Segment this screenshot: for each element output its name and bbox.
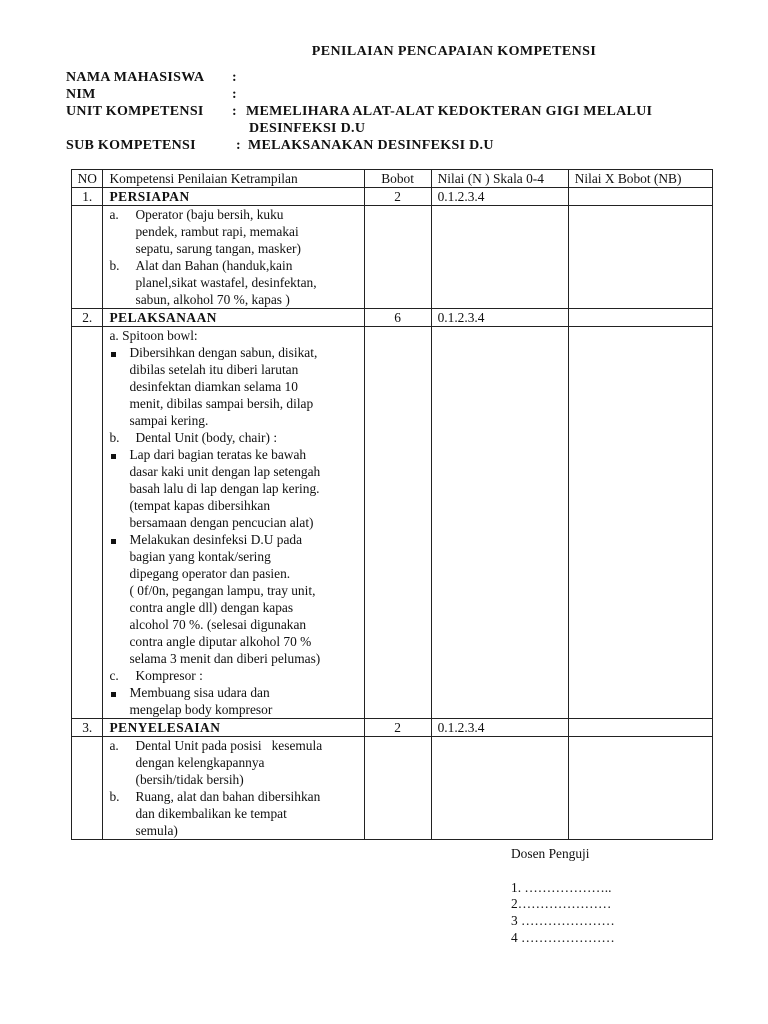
empty-nb-cell — [568, 737, 712, 840]
item-line: basah lalu di lap dengan lap kering. — [129, 481, 320, 496]
col-header-nilai: Nilai (N ) Skala 0-4 — [431, 170, 568, 188]
list-item — [109, 206, 363, 257]
empty-nilai-cell — [431, 206, 568, 309]
subheading-spitoon: a. Spitoon bowl: — [109, 328, 198, 343]
section-row-persiapan — [72, 188, 713, 206]
item-line: semula) — [135, 823, 178, 838]
bullet-item — [109, 446, 363, 531]
bullet-icon — [111, 454, 116, 459]
empty-no-cell — [72, 327, 103, 719]
item-marker: a. — [109, 207, 119, 222]
detail-items — [103, 327, 364, 719]
item-line: Melakukan desinfeksi D.U pada — [129, 532, 303, 547]
sub-kompetensi-row — [66, 138, 494, 154]
sub-kompetensi-label: SUB KOMPETENSI — [66, 138, 196, 153]
sub-colon: : — [236, 138, 241, 153]
item-marker: a. — [109, 738, 119, 753]
section-row-pelaksanaan — [72, 309, 713, 327]
item-line: alcohol 70 %. (selesai digunakan — [129, 617, 307, 632]
detail-row-persiapan — [72, 206, 713, 309]
empty-bobot-cell — [364, 327, 431, 719]
nama-mahasiswa-row — [66, 70, 237, 86]
empty-nb-cell — [568, 327, 712, 719]
empty-no-cell — [72, 737, 103, 840]
item-line: dipegang operator dan pasien. — [129, 566, 291, 581]
section-bobot: 2 — [364, 188, 431, 206]
subheading-dental-unit — [109, 429, 363, 446]
section-number: 1. — [72, 188, 103, 206]
subheading-kompresor — [109, 667, 363, 684]
col-header-no: NO — [72, 170, 103, 188]
item-line: Kompresor : — [135, 668, 203, 683]
empty-nilai-cell — [431, 737, 568, 840]
item-line: Lap dari bagian teratas ke bawah — [129, 447, 307, 462]
item-line: (bersih/tidak bersih) — [135, 772, 244, 787]
list-item — [109, 788, 363, 839]
item-line: mengelap body kompresor — [129, 702, 273, 717]
empty-bobot-cell — [364, 737, 431, 840]
section-row-penyelesaian — [72, 719, 713, 737]
col-header-kompetensi: Kompetensi Penilaian Ketrampilan — [103, 170, 364, 188]
col-header-bobot: Bobot — [364, 170, 431, 188]
section-skala: 0.1.2.3.4 — [431, 188, 568, 206]
item-line: sabun, alkohol 70 %, kapas ) — [135, 292, 290, 307]
item-line: Membuang sisa udara dan — [129, 685, 270, 700]
section-title: PENYELESAIAN — [103, 719, 364, 737]
sub-kompetensi-value: MELAKSANAKAN DESINFEKSI D.U — [248, 138, 494, 153]
bullet-item — [109, 344, 363, 429]
item-line: dengan kelengkapannya — [135, 755, 265, 770]
bullet-item — [109, 531, 363, 667]
section-title: PELAKSANAAN — [103, 309, 364, 327]
unit-kompetensi-row — [66, 104, 653, 120]
signature-line-4: 4 ………………… — [511, 930, 615, 945]
item-line: Dental Unit (body, chair) : — [135, 430, 278, 445]
dosen-penguji-title: Dosen Penguji — [511, 846, 590, 861]
signature-line-2: 2………………… — [511, 896, 612, 911]
item-line: bersamaan dengan pencucian alat) — [129, 515, 314, 530]
item-line: menit, dibilas sampai bersih, dilap — [129, 396, 314, 411]
bullet-item — [109, 684, 363, 718]
item-line: sampai kering. — [129, 413, 209, 428]
unit-colon: : — [232, 104, 237, 119]
item-line: desinfektan diamkan selama 10 — [129, 379, 298, 394]
section-bobot: 2 — [364, 719, 431, 737]
nama-mahasiswa-label: NAMA MAHASISWA — [66, 70, 205, 85]
item-line: contra angle diputar alkohol 70 % — [129, 634, 312, 649]
section-title: PERSIAPAN — [103, 188, 364, 206]
empty-nilai-cell — [431, 327, 568, 719]
item-line: Ruang, alat dan bahan dibersihkan — [135, 789, 321, 804]
item-line: bagian yang kontak/sering — [129, 549, 271, 564]
signature-line-3: 3 ………………… — [511, 913, 615, 928]
signature-line-1: 1. ……………….. — [511, 880, 612, 895]
unit-kompetensi-value-line2: DESINFEKSI D.U — [249, 121, 366, 136]
detail-row-pelaksanaan — [72, 327, 713, 719]
unit-kompetensi-value: MEMELIHARA ALAT-ALAT KEDOKTERAN GIGI MELALUI — [246, 104, 653, 119]
item-line: Dental Unit pada posisi kesemula — [135, 738, 323, 753]
competency-table — [71, 169, 713, 840]
detail-row-penyelesaian — [72, 737, 713, 840]
item-line: pendek, rambut rapi, memakai — [135, 224, 299, 239]
detail-items — [103, 737, 364, 840]
col-header-nilai-x-bobot: Nilai X Bobot (NB) — [568, 170, 712, 188]
item-line: contra angle dll) dengan kapas — [129, 600, 294, 615]
section-bobot: 6 — [364, 309, 431, 327]
nim-colon: : — [232, 87, 237, 102]
item-line: sepatu, sarung tangan, masker) — [135, 241, 301, 256]
bullet-icon — [111, 352, 116, 357]
list-item — [109, 737, 363, 788]
item-line: Operator (baju bersih, kuku — [135, 207, 284, 222]
section-nb-cell — [568, 188, 712, 206]
item-line: (tempat kapas dibersihkan — [129, 498, 271, 513]
nim-row — [66, 87, 237, 103]
item-line: ( 0f/0n, pegangan lampu, tray unit, — [129, 583, 316, 598]
section-number: 2. — [72, 309, 103, 327]
section-nb-cell — [568, 719, 712, 737]
item-line: dibilas setelah itu diberi larutan — [129, 362, 299, 377]
section-number: 3. — [72, 719, 103, 737]
item-marker: c. — [109, 668, 119, 683]
nama-colon: : — [232, 70, 237, 85]
item-line: dasar kaki unit dengan lap setengah — [129, 464, 321, 479]
bullet-icon — [111, 692, 116, 697]
item-line: Dibersihkan dengan sabun, disikat, — [129, 345, 318, 360]
section-nb-cell — [568, 309, 712, 327]
empty-nb-cell — [568, 206, 712, 309]
item-line: planel,sikat wastafel, desinfektan, — [135, 275, 317, 290]
item-marker: b. — [109, 430, 120, 445]
item-marker: b. — [109, 258, 120, 273]
bullet-icon — [111, 539, 116, 544]
empty-bobot-cell — [364, 206, 431, 309]
list-item — [109, 257, 363, 308]
unit-kompetensi-label: UNIT KOMPETENSI — [66, 104, 204, 119]
detail-items — [103, 206, 364, 309]
item-marker: b. — [109, 789, 120, 804]
item-line: Alat dan Bahan (handuk,kain — [135, 258, 293, 273]
nim-label: NIM — [66, 87, 96, 102]
table-header-row — [72, 170, 713, 188]
section-skala: 0.1.2.3.4 — [431, 719, 568, 737]
item-line: selama 3 menit dan diberi pelumas) — [129, 651, 321, 666]
page-title: PENILAIAN PENCAPAIAN KOMPETENSI — [311, 44, 597, 59]
empty-no-cell — [72, 206, 103, 309]
section-skala: 0.1.2.3.4 — [431, 309, 568, 327]
item-line: dan dikembalikan ke tempat — [135, 806, 287, 821]
